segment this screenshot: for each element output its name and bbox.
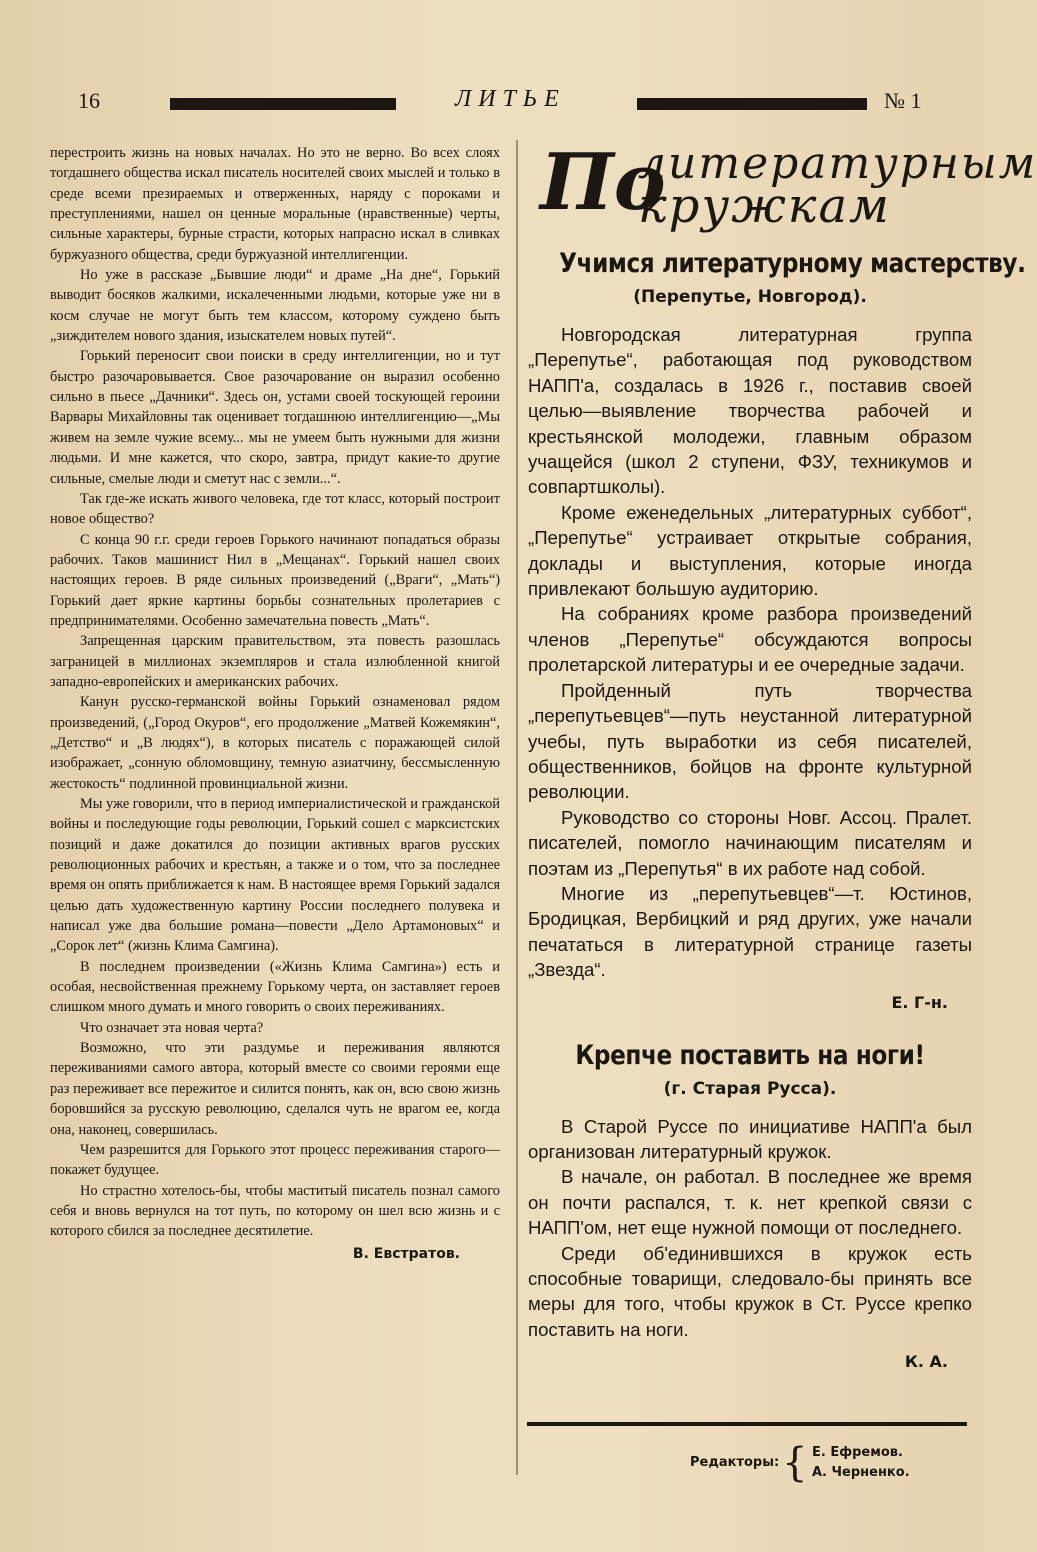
article1-body <box>528 322 972 983</box>
article2-paragraph: В Старой Руссе по инициативе НАПП'а был организован литературный кружок. <box>528 1115 972 1162</box>
article2-paragraph: Среди об'единившихся в кружок есть способные товарищи, следовало-бы принять все меры для того, чтобы кружок в Ст. Руссе крепко поставить на ноги. <box>528 1242 972 1340</box>
article1-paragraph: На собраниях кроме разбора произведений членов „Перепутье“ обсуждаются вопросы пролетарской литературы и ее очередные задачи. <box>528 603 972 676</box>
left-paragraph: Так где-же искать живого человека, где тот класс, который построит новое общество? <box>50 490 500 528</box>
page-header <box>0 82 985 122</box>
bottom-rule <box>527 1422 967 1426</box>
issue-number: № 1 <box>884 88 922 113</box>
left-paragraph: С конца 90 г.г. среди героев Горького начинают попадаться образы рабочих. Таков машинист Нил в „Мещанах“. Горький нашел своих настоящих героев. В ряде сильных произведений („Враги“, „Мать“) Горький дает яркие картины борьбы сознательных пролетариев с предпринимателями. Особенно замечательна повесть „Мать“. <box>50 531 500 629</box>
editor-name: А. Черненко. <box>812 1465 910 1480</box>
article1-paragraph: Руководство со стороны Новг. Ассоц. Пралет. писателей, помогло начинающим писателям и поэтам из „Перепутья“ в их работе над собой. <box>528 806 972 879</box>
left-paragraph: Но уже в рассказе „Бывшие люди“ и драме „На дне“, Горький выводит босяков жалкими, искалеченными людьми, которые уже ни в косм случае не могут быть тем классом, которому суждено быть „зиждителем нового здания, изыскателем новых путей“. <box>50 267 500 345</box>
editor-name: Е. Ефремов. <box>812 1445 903 1460</box>
banner-po: По <box>540 137 666 228</box>
left-paragraph: Мы уже говорили, что в период империалистической и гражданской войны и последующие годы революции, Горький сошел с марксистских позиций и даже докатился до позиции активных врагов русских революционных рабочих и крестьян, а также и о том, что за последнее время он опять приближается к нам. В настоящее время Горький задался целью дать художественную картину России последнего полувека и написал уже два большие романа—повести „Дело Артамоновых“ и „Сорок лет“ (жизнь Клима Самгина). <box>50 796 500 955</box>
banner-line2: кружкам <box>638 178 891 234</box>
left-paragraph: Канун русско-германской войны Горький ознаменовал рядом произведений, („Город Окуров“, его продолжение „Матвей Кожемякин“, „Детство“ и „В людях“), в которых писатель с поражающей силой изображает, „сонную обломовщину, темную азиатчину, бессмысленную жестокость“ подлинной провинциальной жизни. <box>50 694 500 792</box>
right-column <box>528 137 1037 1372</box>
article1-title: Учимся литературному мастерству. <box>559 248 1026 279</box>
banner-line1: литературным <box>638 138 1037 189</box>
article2-body <box>528 1114 972 1343</box>
section-banner <box>528 137 1037 234</box>
left-paragraph: Горький переносит свои поиски в среду интеллигенции, но и тут быстро разочаровывается. Свое разочарование он выразил особенно сильно в пьесе „Дачники“. Здесь он, устами своей тоскующей героини Варвары Михайловны так оценивает тогдашнюю интеллигенцию—„Мы живем на земле чужие всему... мы не умеем быть нужными для жизни людьми. И мне кажется, что скоро, завтра, придут какие-то другие сильные, смелые люди и сметут нас с земли...“. <box>50 348 500 487</box>
article2-title: Крепче поставить на ноги! <box>575 1039 925 1071</box>
left-paragraph: Возможно, что эти раздумье и переживания являются переживаниями самого автора, который вместе со своими героями еще раз переживает все пережитое и силится понять, как он, всю свою жизнь боровшийся за русскую революцию, сделался чуть не врагом ее, когда она, наконец, совершилась. <box>50 1040 500 1138</box>
article1-signature: Е. Г-н. <box>891 992 948 1012</box>
editors-brace: { <box>782 1440 808 1486</box>
article2-signature: К. А. <box>904 1352 948 1372</box>
left-paragraph: Чем разрешится для Горького этот процесс переживания старого—покажет будущее. <box>50 1141 500 1179</box>
article2-subtitle: (г. Старая Русса). <box>663 1078 837 1099</box>
header-rule-left <box>170 98 396 110</box>
journal-title: ЛИТЬЕ <box>455 86 566 112</box>
header-rule-right <box>637 98 867 110</box>
left-article-signature: В. Евстратов. <box>352 1245 460 1262</box>
left-paragraph: перестроить жизнь на новых началах. Но это не верно. Во всех слоях тогдашнего общества искал писатель носителей своих мыслей и только в среде всеми презираемых и отверженных, наряду с пороками и преступлениями, нашел он ценные моральные (нравственные) черты, сильные характеры, бурные страсти, которых напрасно искал в сливках буржуазного общества, среди буржуазной интеллигенции. <box>50 145 500 263</box>
left-paragraph: В последнем произведении («Жизнь Клима Самгина») есть и особая, несвойственная прежнему Горькому черта, он заставляет героев слишком много думать и много говорить о своих переживаниях. <box>50 958 500 1016</box>
left-article <box>50 143 500 1264</box>
article2-paragraph: В начале, он работал. В последнее же время он почти распался, т. к. нет крепкой связи с НАПП'ом, нет еще нужной помощи от последнего. <box>528 1166 972 1239</box>
left-paragraph: Запрещенная царским правительством, эта повесть разошлась заграницей в миллионах экземпляров и стала излюбленной книгой западно-европейских и американских рабочих. <box>50 633 500 690</box>
article1-paragraph: Кроме еженедельных „литературных суббот“, „Перепутье“ устраивает открытые собрания, доклады и выступления, которые иногда привлекают большую аудиторию. <box>528 501 972 600</box>
left-paragraph: Что означает эта новая черта? <box>80 1019 264 1036</box>
column-divider <box>516 140 518 1475</box>
article1-paragraph: Многие из „перепутьевцев“—т. Юстинов, Бродицкая, Вербицкий и ряд других, уже начали печататься в литературной странице газеты „Звезда“. <box>528 882 972 981</box>
editors-label: Редакторы: <box>690 1455 780 1470</box>
article1-subtitle: (Перепутье, Новгород). <box>633 287 867 307</box>
left-paragraph: Но страстно хотелось-бы, чтобы маститый писатель познал самого себя и вновь вернулся на тот путь, по которому он шел всю жизнь и с которого сбился за последнее десятилетие. <box>50 1182 500 1240</box>
page-number: 16 <box>78 88 100 113</box>
article1-paragraph: Новгородская литературная группа „Перепутье“, работающая под руководством НАПП'а, создалась в 1926 г., поставив своей целью—выявление творчества рабочей и крестьянской молодежи, главным образом учащейся (школ 2 ступени, ФЗУ, техникумов и совпартшколы). <box>528 324 972 498</box>
article1-paragraph: Пройденный путь творчества „перепутьевцев“—путь неустанной литературной учебы, путь выработки из себя писателей, общественников, бойцов на фронте культурной революции. <box>528 679 972 803</box>
